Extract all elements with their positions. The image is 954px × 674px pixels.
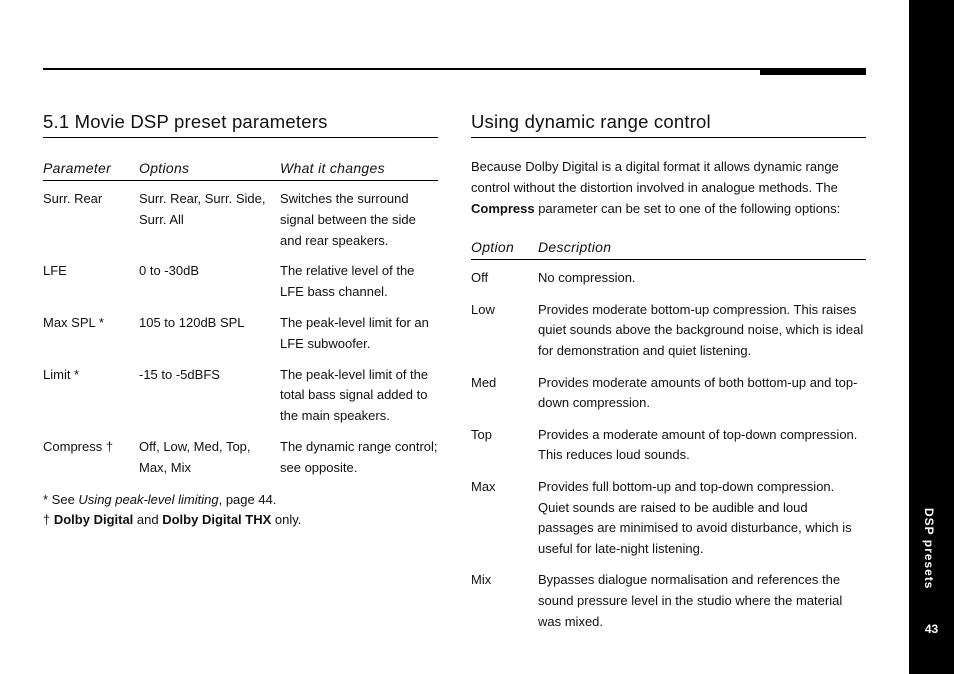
left-column bbox=[43, 110, 438, 531]
param-options: 0 to -30dB bbox=[139, 263, 199, 279]
param-options: Surr. Rear, Surr. Side, Surr. All bbox=[139, 191, 266, 227]
param-description: Switches the surround signal between the side and rear speakers. bbox=[280, 191, 416, 248]
parameter-table-body bbox=[43, 189, 438, 479]
table-row bbox=[471, 268, 866, 289]
param-name: Max SPL * bbox=[43, 314, 104, 330]
param-name: Surr. Rear bbox=[43, 191, 103, 206]
table-row bbox=[471, 373, 866, 415]
param-description: The peak-level limit for an LFE subwoofer. bbox=[280, 314, 429, 351]
param-options: 105 to 120dB SPL bbox=[139, 314, 245, 330]
right-column bbox=[471, 110, 866, 643]
option-description: Provides moderate bottom-up compression. This raises quiet sounds above the background noise, which is ideal for demonstration and quiet listening. bbox=[538, 301, 864, 359]
header-parameter: Parameter bbox=[43, 160, 112, 176]
param-description: The dynamic range control; see opposite. bbox=[280, 438, 438, 475]
option-name: Med bbox=[471, 374, 497, 390]
top-rule-tab bbox=[760, 68, 866, 75]
table-row bbox=[471, 300, 866, 362]
option-name: Mix bbox=[471, 572, 492, 588]
option-description: Bypasses dialogue normalisation and references the sound pressure level in the studio where the material was mixed. bbox=[538, 572, 843, 630]
option-description: Provides full bottom-up and top-down compression. Quiet sounds are raised to be audible and loud passages are minimised to avoid disturbance, which is useful for late-night listening. bbox=[538, 478, 852, 557]
option-description: No compression. bbox=[538, 270, 636, 286]
side-section-title: DSP presets bbox=[922, 508, 936, 590]
footnote-text: † bbox=[43, 512, 54, 528]
footnote-text: and bbox=[133, 512, 163, 528]
header-description: Description bbox=[538, 239, 612, 256]
param-description: The relative level of the LFE bass channel. bbox=[280, 263, 415, 300]
param-options: -15 to -5dBFS bbox=[139, 366, 220, 382]
header-what-it-changes: What it changes bbox=[280, 160, 385, 176]
option-table-header bbox=[471, 238, 866, 260]
intro-bold: Compress bbox=[471, 200, 535, 216]
option-table-body bbox=[471, 268, 866, 632]
table-row bbox=[43, 261, 438, 303]
option-name: Max bbox=[471, 478, 496, 494]
param-options: Off, Low, Med, Top, Max, Mix bbox=[139, 438, 251, 475]
option-description: Provides a moderate amount of top-down compression. This reduces loud sounds. bbox=[538, 426, 858, 463]
table-row bbox=[471, 477, 866, 560]
intro-paragraph bbox=[471, 157, 866, 219]
footnotes bbox=[43, 490, 438, 532]
table-row bbox=[43, 313, 438, 355]
table-row bbox=[43, 437, 438, 479]
table-row bbox=[471, 570, 866, 632]
footnote-text: * See bbox=[43, 491, 79, 507]
param-description: The peak-level limit of the total bass signal added to the main speakers. bbox=[280, 366, 429, 424]
cross-reference-link-text: Using peak-level limiting bbox=[78, 491, 219, 507]
footnote-text: , page 44. bbox=[218, 491, 277, 507]
option-name: Low bbox=[471, 301, 495, 317]
table-row bbox=[43, 365, 438, 427]
param-name: Limit * bbox=[43, 366, 80, 382]
header-options: Options bbox=[139, 160, 190, 176]
section-heading-dynamic-range: Using dynamic range control bbox=[471, 110, 866, 138]
option-name: Top bbox=[471, 426, 492, 442]
footnote-bold: Dolby Digital THX bbox=[162, 512, 272, 528]
header-option: Option bbox=[471, 239, 515, 256]
option-description: Provides moderate amounts of both bottom-up and top-down compression. bbox=[538, 374, 858, 411]
top-rule bbox=[43, 68, 866, 70]
footnote-dagger bbox=[43, 510, 438, 531]
table-row bbox=[471, 425, 866, 467]
param-name: LFE bbox=[43, 263, 67, 279]
page-number: 43 bbox=[924, 622, 939, 636]
param-name: Compress † bbox=[43, 438, 114, 454]
parameter-table-header bbox=[43, 159, 438, 181]
intro-text: Because Dolby Digital is a digital format it allows dynamic range control without the distortion involved in analogue methods. The bbox=[471, 159, 839, 195]
footnote-bold: Dolby Digital bbox=[53, 512, 134, 528]
footnote-asterisk bbox=[43, 490, 438, 511]
footnote-text: only. bbox=[271, 512, 302, 528]
intro-text: parameter can be set to one of the following options: bbox=[534, 200, 841, 216]
table-row bbox=[43, 189, 438, 251]
section-heading-dsp-parameters: 5.1 Movie DSP preset parameters bbox=[43, 110, 438, 138]
option-name: Off bbox=[471, 270, 489, 286]
